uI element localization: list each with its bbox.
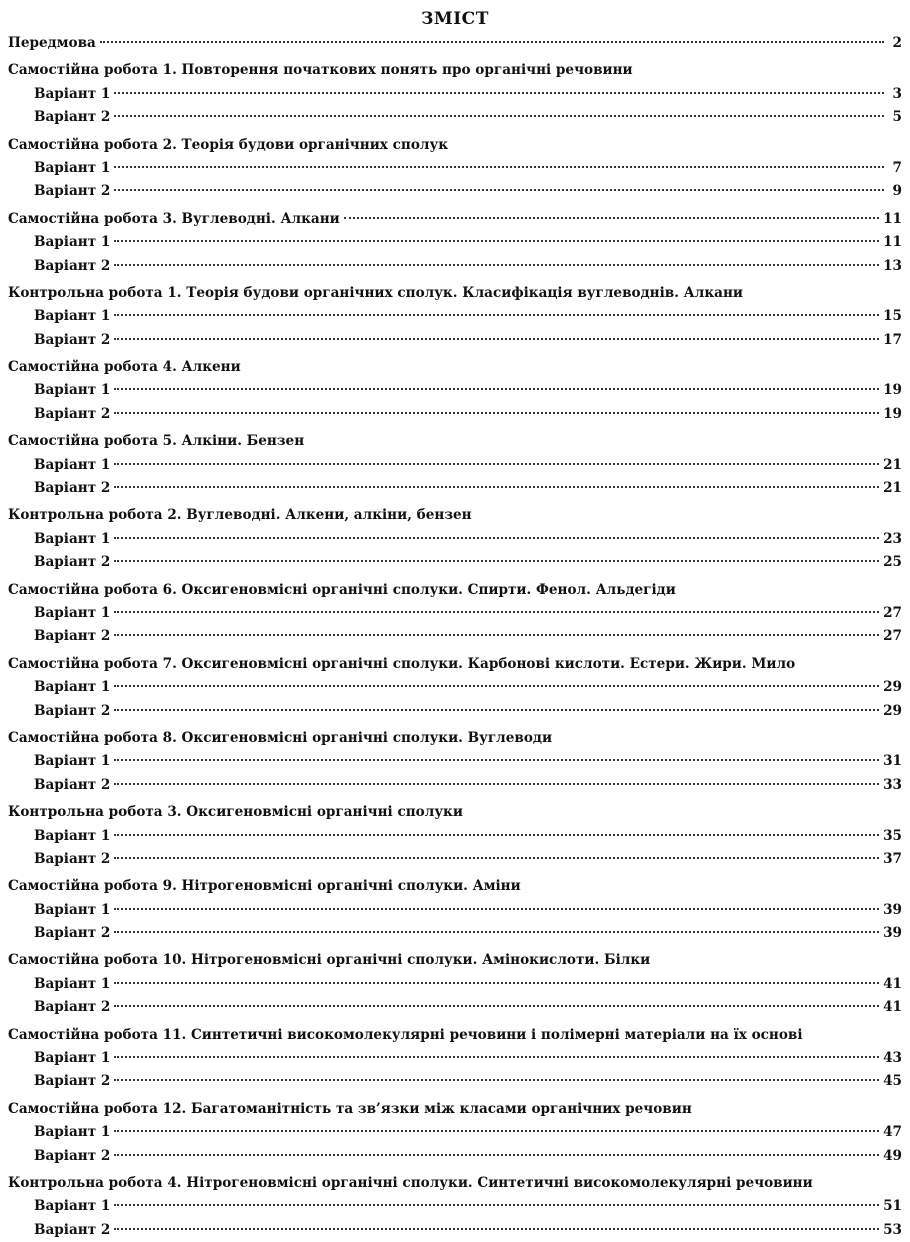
toc-variant-row[interactable]: [8, 477, 902, 500]
toc-variant-row[interactable]: [8, 379, 902, 402]
dot-leader: [114, 611, 879, 613]
toc-page: [8, 6, 902, 1238]
page-number: 17: [883, 331, 902, 348]
dot-leader: [114, 834, 879, 836]
toc-variant-label: Варіант 1: [34, 975, 111, 992]
page-number: 49: [883, 1147, 902, 1164]
toc-variant-label: Варіант 2: [34, 850, 111, 867]
toc-section-row[interactable]: [8, 504, 902, 527]
page-number: 13: [883, 257, 902, 274]
toc-variant-label: Варіант 1: [34, 679, 111, 696]
toc-variant-row[interactable]: [8, 625, 902, 648]
toc-variant-label: Варіант 2: [34, 1073, 111, 1090]
dot-leader: [100, 41, 884, 43]
toc-section-row[interactable]: [8, 1024, 902, 1047]
page-number: 11: [883, 210, 902, 227]
toc-variant-row[interactable]: [8, 231, 902, 254]
toc-section-label: Самостійна робота 4. Алкени: [8, 359, 241, 376]
toc-section-label: Самостійна робота 1. Повторення початкових понять про органічні речовини: [8, 62, 633, 79]
toc-variant-label: Варіант 2: [34, 999, 111, 1016]
toc-variant-label: Варіант 2: [34, 109, 111, 126]
page-number: 39: [883, 925, 902, 942]
page-number: 9: [892, 183, 902, 200]
dot-leader: [114, 634, 879, 636]
toc-section-label: Самостійна робота 3. Вуглеводні. Алкани: [8, 210, 340, 227]
toc-section-label: Контрольна робота 3. Оксигеновмісні органічні сполуки: [8, 804, 463, 821]
dot-leader: [114, 486, 879, 488]
toc-variant-row[interactable]: [8, 403, 902, 426]
page-number: 19: [883, 382, 902, 399]
dot-leader: [114, 338, 879, 340]
page-number: 29: [883, 679, 902, 696]
toc-variant-row[interactable]: [8, 106, 902, 129]
page-number: 7: [892, 159, 902, 176]
page-number: 43: [883, 1050, 902, 1067]
toc-variant-row[interactable]: [8, 255, 902, 278]
toc-variant-label: Варіант 1: [34, 382, 111, 399]
page-number: 15: [883, 308, 902, 325]
dot-leader: [114, 1130, 879, 1132]
toc-section-row[interactable]: [8, 59, 902, 82]
page-number: 35: [883, 827, 902, 844]
toc-section-label: Самостійна робота 9. Нітрогеновмісні органічні сполуки. Аміни: [8, 878, 521, 895]
toc-section-row[interactable]: [8, 356, 902, 379]
toc-variant-label: Варіант 2: [34, 1221, 111, 1238]
toc-variant-label: Варіант 1: [34, 159, 111, 176]
toc-section-label: Самостійна робота 11. Синтетичні високомолекулярні речовини і полімерні матеріали на їх основі: [8, 1026, 803, 1043]
dot-leader: [114, 1154, 879, 1156]
toc-section-label: Самостійна робота 6. Оксигеновмісні органічні сполуки. Спирти. Фенол. Альдегіди: [8, 581, 676, 598]
toc-variant-row[interactable]: [8, 1047, 902, 1070]
toc-variant-label: Варіант 2: [34, 331, 111, 348]
toc-variant-label: Варіант 2: [34, 1147, 111, 1164]
toc-variant-row[interactable]: [8, 774, 902, 797]
page-number: 29: [883, 702, 902, 719]
toc-section-label: Самостійна робота 8. Оксигеновмісні органічні сполуки. Вуглеводи: [8, 729, 553, 746]
dot-leader: [114, 931, 879, 933]
toc-variant-row[interactable]: [8, 750, 902, 773]
toc-section-label: Самостійна робота 12. Багатоманітність та зв’язки між класами органічних речовин: [8, 1100, 692, 1117]
toc-section-label: Контрольна робота 2. Вуглеводні. Алкени, алкіни, бензен: [8, 507, 472, 524]
toc-variant-row[interactable]: [8, 180, 902, 203]
toc-variant-label: Варіант 1: [34, 604, 111, 621]
dot-leader: [114, 982, 879, 984]
toc-variant-label: Варіант 1: [34, 308, 111, 325]
toc-section-row[interactable]: [8, 1172, 902, 1195]
toc-variant-row[interactable]: [8, 528, 902, 551]
toc-section-label: Самостійна робота 2. Теорія будови органічних сполук: [8, 136, 449, 153]
toc-section-label: Контрольна робота 1. Теорія будови органічних сполук. Класифікація вуглеводнів. Алкани: [8, 284, 743, 301]
toc-variant-row[interactable]: [8, 700, 902, 723]
toc-section-row[interactable]: [8, 949, 902, 972]
dot-leader: [114, 759, 879, 761]
dot-leader: [114, 412, 879, 414]
dot-leader: [114, 1079, 879, 1081]
toc-variant-row[interactable]: [8, 899, 902, 922]
dot-leader: [114, 1204, 879, 1206]
page-number: 41: [883, 975, 902, 992]
toc-variant-label: Варіант 2: [34, 480, 111, 497]
toc-variant-row[interactable]: [8, 676, 902, 699]
dot-leader: [114, 1228, 879, 1230]
page-number: 47: [883, 1124, 902, 1141]
toc-section-row[interactable]: [8, 801, 902, 824]
dot-leader: [114, 537, 879, 539]
toc-variant-row[interactable]: [8, 848, 902, 871]
toc-variant-row[interactable]: [8, 996, 902, 1019]
toc-variant-label: Варіант 1: [34, 530, 111, 547]
toc-variant-label: Варіант 2: [34, 405, 111, 422]
page-number: 27: [883, 604, 902, 621]
page-number: 11: [883, 234, 902, 251]
toc-variant-label: Варіант 1: [34, 901, 111, 918]
page-number: 37: [883, 850, 902, 867]
page-number: 2: [892, 35, 902, 51]
toc-variant-row[interactable]: [8, 157, 902, 180]
toc-section-row[interactable]: [8, 875, 902, 898]
page-number: 45: [883, 1073, 902, 1090]
toc-variant-row[interactable]: [8, 551, 902, 574]
toc-variant-row[interactable]: [8, 1070, 902, 1093]
page-number: 21: [883, 480, 902, 497]
dot-leader: [114, 783, 879, 785]
toc-variant-label: Варіант 2: [34, 554, 111, 571]
page-number: 31: [883, 753, 902, 770]
toc-section-row[interactable]: [8, 282, 902, 305]
page-number: 21: [883, 456, 902, 473]
toc-variant-label: Варіант 1: [34, 234, 111, 251]
toc-variant-row[interactable]: [8, 305, 902, 328]
toc-variant-row[interactable]: [8, 454, 902, 477]
toc-variant-label: Варіант 2: [34, 257, 111, 274]
toc-variant-label: Варіант 1: [34, 456, 111, 473]
dot-leader: [114, 857, 879, 859]
toc-variant-label: Варіант 2: [34, 925, 111, 942]
page-number: 5: [892, 109, 902, 126]
dot-leader: [114, 314, 879, 316]
dot-leader: [114, 115, 884, 117]
toc-variant-row[interactable]: [8, 1145, 902, 1168]
toc-variant-label: Варіант 2: [34, 776, 111, 793]
page-number: 25: [883, 554, 902, 571]
page-title: ЗМІСТ: [421, 9, 489, 29]
toc-variant-row[interactable]: [8, 602, 902, 625]
dot-leader: [114, 685, 879, 687]
toc-section-row[interactable]: [8, 653, 902, 676]
dot-leader: [114, 463, 879, 465]
toc-section-row[interactable]: [8, 134, 902, 157]
toc-variant-row[interactable]: [8, 329, 902, 352]
toc-variant-row[interactable]: [8, 973, 902, 996]
page-number: 27: [883, 628, 902, 645]
toc-section-row[interactable]: [8, 32, 902, 55]
toc-section-row[interactable]: [8, 727, 902, 750]
toc-section-row[interactable]: [8, 430, 902, 453]
page-number: 41: [883, 999, 902, 1016]
toc-variant-label: Варіант 1: [34, 827, 111, 844]
toc-variant-row[interactable]: [8, 825, 902, 848]
toc-variant-label: Варіант 1: [34, 1198, 111, 1215]
page-number: 19: [883, 405, 902, 422]
dot-leader: [114, 264, 879, 266]
page-number: 23: [883, 530, 902, 547]
toc-variant-row[interactable]: [8, 1219, 902, 1242]
dot-leader: [114, 92, 884, 94]
page-number: 53: [883, 1221, 902, 1238]
toc-section-row[interactable]: [8, 1098, 902, 1121]
toc-section-label: Самостійна робота 5. Алкіни. Бензен: [8, 433, 305, 450]
toc-variant-row[interactable]: [8, 1121, 902, 1144]
toc-section-label: Контрольна робота 4. Нітрогеновмісні органічні сполуки. Синтетичні високомолекулярні речовини: [8, 1174, 813, 1191]
toc-variant-label: Варіант 1: [34, 1050, 111, 1067]
dot-leader: [114, 709, 879, 711]
toc-section-row[interactable]: [8, 579, 902, 602]
page-number: 3: [892, 85, 902, 102]
dot-leader: [344, 217, 879, 219]
toc-variant-row[interactable]: [8, 922, 902, 945]
toc-variant-label: Варіант 1: [34, 753, 111, 770]
toc-variant-label: Варіант 1: [34, 85, 111, 102]
page-number: 51: [883, 1198, 902, 1215]
dot-leader: [114, 166, 884, 168]
dot-leader: [114, 388, 879, 390]
toc-section-row[interactable]: [8, 208, 902, 231]
toc-variant-label: Варіант 2: [34, 628, 111, 645]
toc-variant-label: Варіант 2: [34, 183, 111, 200]
page-number: 39: [883, 901, 902, 918]
toc-variant-row[interactable]: [8, 83, 902, 106]
page-number: 33: [883, 776, 902, 793]
dot-leader: [114, 240, 879, 242]
toc-section-label: Самостійна робота 10. Нітрогеновмісні органічні сполуки. Амінокислоти. Білки: [8, 952, 651, 969]
toc-variant-label: Варіант 1: [34, 1124, 111, 1141]
toc-section-label: Самостійна робота 7. Оксигеновмісні органічні сполуки. Карбонові кислоти. Естери. Жири. Мило: [8, 655, 796, 672]
dot-leader: [114, 1005, 879, 1007]
toc-section-label: Передмова: [8, 35, 96, 51]
toc-list: [8, 32, 902, 1242]
dot-leader: [114, 1056, 879, 1058]
toc-variant-label: Варіант 2: [34, 702, 111, 719]
dot-leader: [114, 189, 884, 191]
dot-leader: [114, 908, 879, 910]
toc-variant-row[interactable]: [8, 1195, 902, 1218]
dot-leader: [114, 560, 879, 562]
